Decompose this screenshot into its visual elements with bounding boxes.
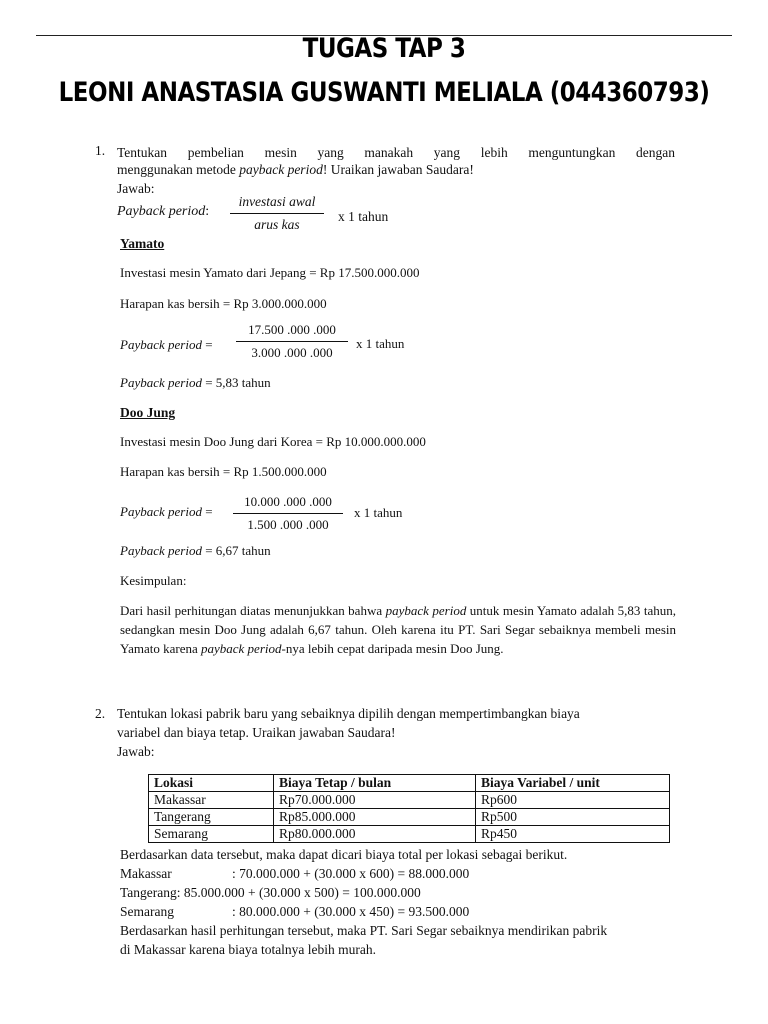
calc-tangerang-label: Tangerang bbox=[120, 885, 177, 900]
doojung-harapan: Harapan kas bersih = Rp 1.500.000.000 bbox=[120, 464, 327, 479]
doojung-result bbox=[120, 543, 271, 559]
doojung-pp-label bbox=[120, 504, 213, 520]
doojung-num: 10.000 .000 .000 bbox=[233, 494, 343, 514]
doojung-heading: Doo Jung bbox=[120, 405, 176, 420]
kesimpulan-label: Kesimpulan: bbox=[120, 573, 187, 588]
yamato-result-value: = 5,83 tahun bbox=[201, 375, 271, 390]
q2-intro: Berdasarkan data tersebut, maka dapat dicari biaya total per lokasi sebagai berikut. bbox=[120, 847, 568, 862]
q1-formula-num: investasi awal bbox=[230, 194, 324, 214]
doojung-den: 1.500 .000 .000 bbox=[247, 517, 329, 532]
calc-tangerang-value: : 85.000.000 + (30.000 x 500) = 100.000.000 bbox=[176, 885, 421, 900]
cell-biaya-variabel: Rp450 bbox=[476, 826, 670, 843]
yamato-result-label: Payback period bbox=[120, 375, 202, 390]
yamato-investasi: Investasi mesin Yamato dari Jepang = Rp 17.500.000.000 bbox=[120, 265, 420, 280]
doojung-fraction bbox=[233, 494, 343, 533]
biaya-table bbox=[148, 774, 670, 843]
yamato-pp-eq: = bbox=[201, 337, 213, 352]
doojung-pp-eq: = bbox=[201, 504, 213, 519]
calc-makassar-label: Makassar bbox=[120, 866, 172, 881]
q1-question-line2 bbox=[117, 162, 474, 178]
q1-number: 1. bbox=[95, 143, 106, 158]
calc-semarang-label: Semarang bbox=[120, 904, 174, 919]
q1-formula-label bbox=[117, 204, 209, 220]
q1-question-line1: Tentukan pembelian mesin yang manakah yang lebih menguntungkan dengan bbox=[117, 145, 675, 160]
q1-answer-label: Jawab: bbox=[117, 181, 155, 196]
doojung-result-label: Payback period bbox=[120, 543, 202, 558]
kesimpulan-italic1: payback period bbox=[385, 603, 467, 618]
kesimpulan-part2: untuk mesin Yamato adalah 5,83 tahun, sedangkan mesin Doo Jung adalah 6,67 tahun. Oleh karena itu PT. Sari Segar sebaiknya membeli mesin Yamato karena bbox=[120, 603, 676, 656]
cell-biaya-tetap: Rp85.000.000 bbox=[274, 809, 476, 826]
yamato-mult: x 1 tahun bbox=[356, 336, 405, 351]
table-row bbox=[149, 792, 670, 809]
cell-lokasi: Semarang bbox=[149, 826, 274, 843]
cell-biaya-tetap: Rp70.000.000 bbox=[274, 792, 476, 809]
yamato-harapan: Harapan kas bersih = Rp 3.000.000.000 bbox=[120, 296, 327, 311]
q1-q-pre: menggunakan metode bbox=[117, 162, 240, 177]
q2-question-line1: Tentukan lokasi pabrik baru yang sebaiknya dipilih dengan mempertimbangkan biaya bbox=[117, 706, 580, 721]
calc-makassar-value: : 70.000.000 + (30.000 x 600) = 88.000.000 bbox=[232, 866, 470, 881]
table-row bbox=[149, 809, 670, 826]
doojung-result-value: = 6,67 tahun bbox=[201, 543, 271, 558]
author-line: LEONI ANASTASIA GUSWANTI MELIALA (044360793) bbox=[58, 78, 710, 108]
doojung-pp-label-text: Payback period bbox=[120, 504, 202, 519]
doojung-investasi: Investasi mesin Doo Jung dari Korea = Rp 10.000.000.000 bbox=[120, 434, 426, 449]
cell-biaya-variabel: Rp600 bbox=[476, 792, 670, 809]
kesimpulan-italic2: payback period bbox=[201, 641, 282, 656]
yamato-den: 3.000 .000 .000 bbox=[251, 345, 333, 360]
yamato-fraction bbox=[236, 322, 348, 361]
cell-lokasi: Tangerang bbox=[149, 809, 274, 826]
header-lokasi: Lokasi bbox=[149, 775, 274, 792]
doojung-mult: x 1 tahun bbox=[354, 505, 403, 520]
header-biaya-tetap: Biaya Tetap / bulan bbox=[274, 775, 476, 792]
yamato-pp-label bbox=[120, 337, 213, 353]
calc-tangerang bbox=[120, 885, 421, 901]
q1-formula-fraction bbox=[230, 194, 324, 233]
table-header-row bbox=[149, 775, 670, 792]
yamato-pp-label-text: Payback period bbox=[120, 337, 202, 352]
q2-answer-label: Jawab: bbox=[117, 744, 155, 759]
kesimpulan-paragraph bbox=[120, 601, 676, 658]
q2-number: 2. bbox=[95, 706, 106, 721]
q2-question-line2: variabel dan biaya tetap. Uraikan jawaban Saudara! bbox=[117, 725, 396, 740]
q2-conclusion-line1: Berdasarkan hasil perhitungan tersebut, maka PT. Sari Segar sebaiknya mendirikan pabrik bbox=[120, 923, 608, 938]
q1-formula-colon: : bbox=[205, 204, 210, 219]
cell-biaya-tetap: Rp80.000.000 bbox=[274, 826, 476, 843]
calc-semarang-value: : 80.000.000 + (30.000 x 450) = 93.500.000 bbox=[232, 904, 470, 919]
q1-q-post: ! Uraikan jawaban Saudara! bbox=[322, 162, 474, 177]
q1-formula-label-text: Payback period bbox=[117, 204, 206, 219]
cell-biaya-variabel: Rp500 bbox=[476, 809, 670, 826]
yamato-result bbox=[120, 375, 271, 391]
q1-q-italic: payback period bbox=[239, 162, 323, 177]
yamato-num: 17.500 .000 .000 bbox=[236, 322, 348, 342]
q1-formula-mult: x 1 tahun bbox=[338, 209, 389, 224]
table-row bbox=[149, 826, 670, 843]
q1-formula-den: arus kas bbox=[254, 217, 300, 232]
q2-conclusion-line2: di Makassar karena biaya totalnya lebih murah. bbox=[120, 942, 377, 957]
header-biaya-variabel: Biaya Variabel / unit bbox=[476, 775, 670, 792]
yamato-heading: Yamato bbox=[120, 236, 165, 251]
kesimpulan-part1: Dari hasil perhitungan diatas menunjukkan bahwa bbox=[120, 603, 386, 618]
kesimpulan-part3: -nya lebih cepat daripada mesin Doo Jung. bbox=[281, 641, 504, 656]
cell-lokasi: Makassar bbox=[149, 792, 274, 809]
document-title: TUGAS TAP 3 bbox=[302, 34, 466, 64]
